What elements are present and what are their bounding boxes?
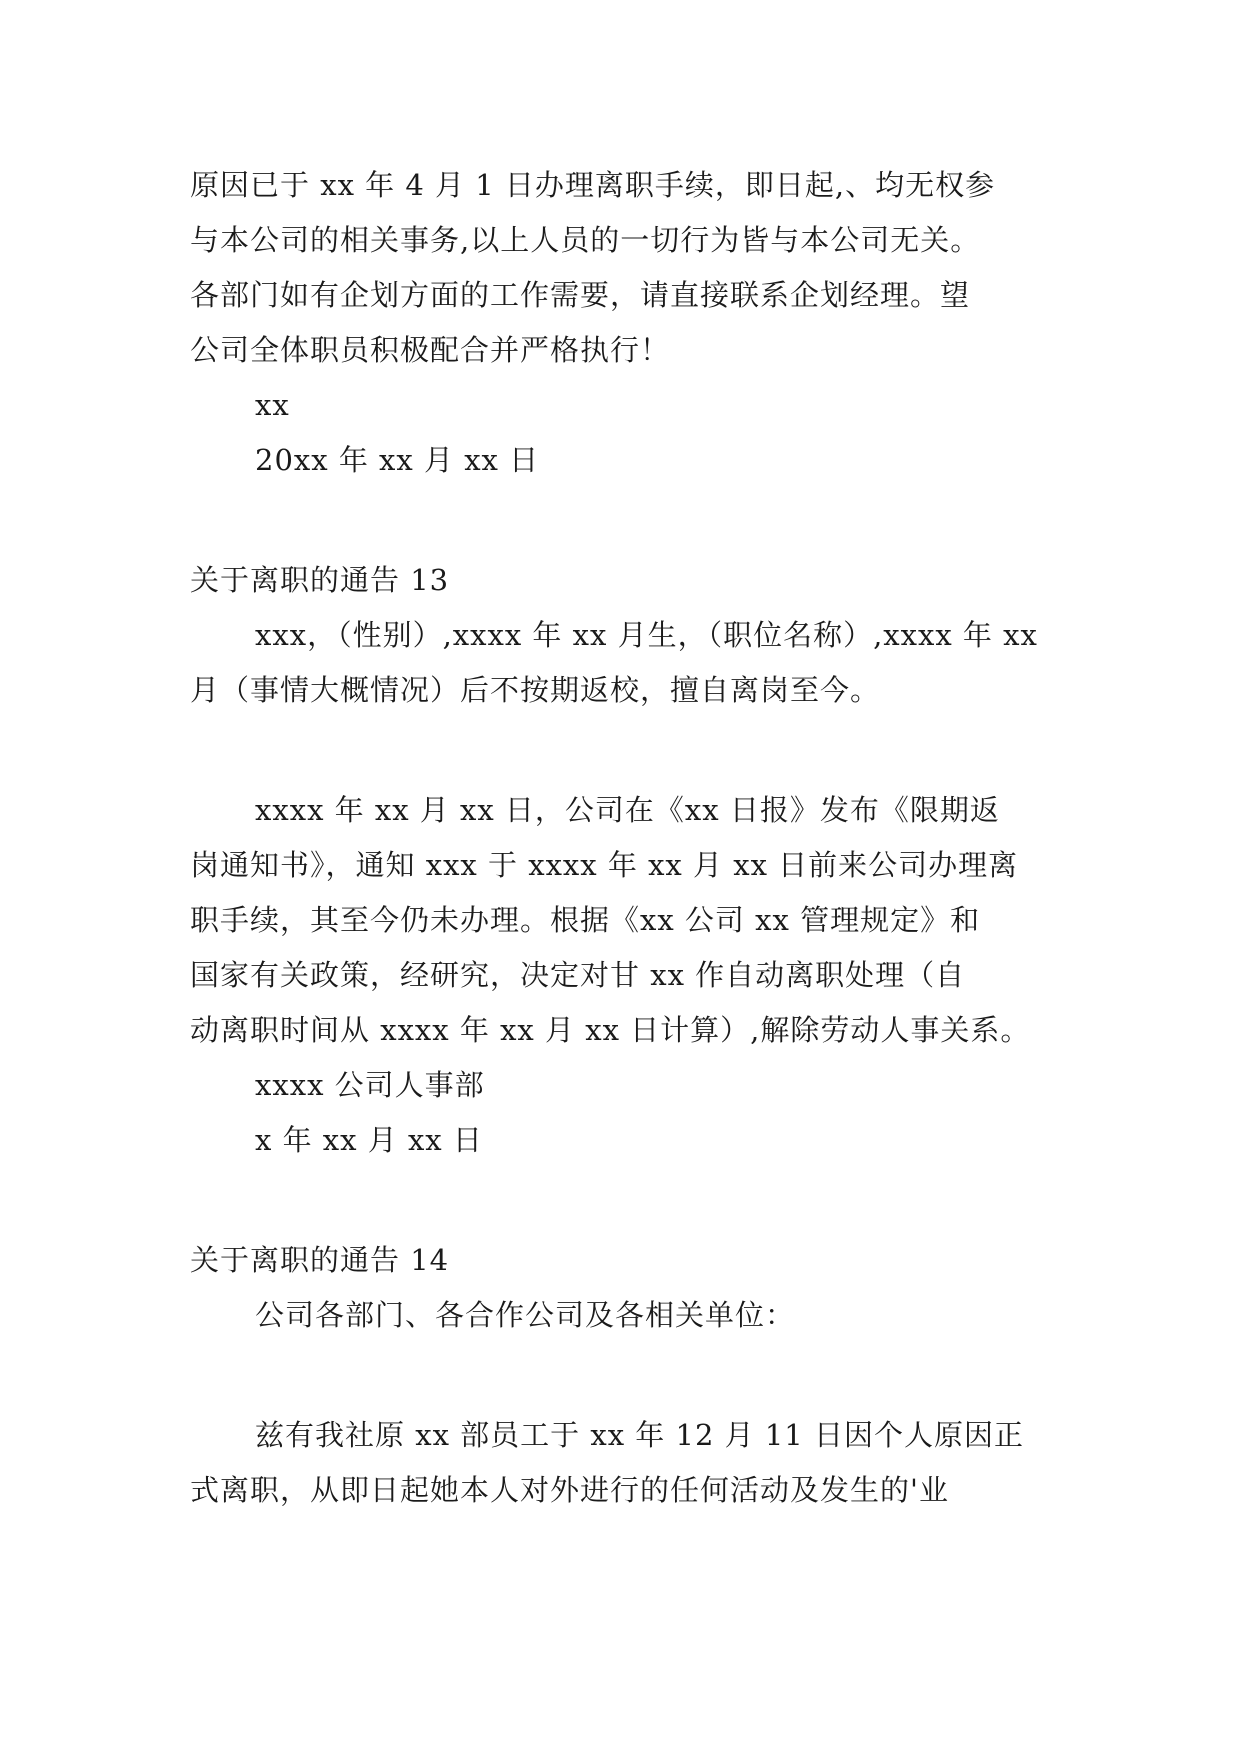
signature-date: 20xx 年 xx 月 xx 日 [255,443,540,477]
section-title: 关于离职的通告 13 [190,563,450,597]
body-text-line: 岗通知书》，通知 xxx 于 xxxx 年 xx 月 xx 日前来公司办理离 [190,848,1019,882]
section-title: 关于离职的通告 14 [190,1243,450,1277]
body-text-line: 各部门如有企划方面的工作需要，请直接联系企划经理。望 [190,278,971,312]
body-text-line: 职手续，其至今仍未办理。根据《xx 公司 xx 管理规定》和 [190,903,981,937]
body-text-line: 与本公司的相关事务,以上人员的一切行为皆与本公司无关。 [190,223,981,257]
signature-date: x 年 xx 月 xx 日 [255,1123,483,1157]
body-text-line: 国家有关政策，经研究，决定对甘 xx 作自动离职处理（自 [190,958,966,992]
body-text-line: 动离职时间从 xxxx 年 xx 月 xx 日计算）,解除劳动人事关系。 [190,1013,1031,1047]
signature-name: xxxx 公司人事部 [255,1068,485,1102]
body-text-line: 公司全体职员积极配合并严格执行！ [190,333,671,367]
body-text-line: 原因已于 xx 年 4 月 1 日办理离职手续，即日起,、均无权参 [190,168,996,202]
body-text-line: 月（事情大概情况）后不按期返校，擅自离岗至今。 [190,673,881,707]
body-text-line: 式离职，从即日起她本人对外进行的任何活动及发生的'业 [190,1473,949,1507]
body-text-line: 兹有我社原 xx 部员工于 xx 年 12 月 11 日因个人原因正 [255,1418,1024,1452]
salutation: 公司各部门、各合作公司及各相关单位： [255,1298,796,1332]
signature-name: xx [255,388,290,422]
body-text-line: xxxx 年 xx 月 xx 日，公司在《xx 日报》发布《限期返 [255,793,1000,827]
body-text-line: xxx，（性别）,xxxx 年 xx 月生，（职位名称）,xxxx 年 xx [255,618,1038,652]
